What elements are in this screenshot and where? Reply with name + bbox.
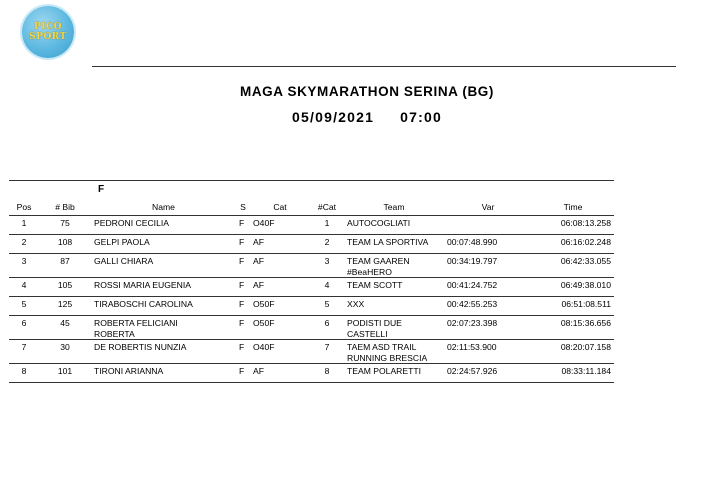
cell-bib: 125 (39, 297, 91, 316)
header-divider (92, 66, 676, 67)
cell-name: GALLI CHIARA (91, 254, 236, 278)
cell-var: 02:24:57.926 (444, 364, 532, 383)
cell-ncat: 4 (310, 278, 344, 297)
team-line2: #BeaHERO (347, 266, 392, 277)
cell-name: TIRABOSCHI CAROLINA (91, 297, 236, 316)
name-line2: ROBERTA (94, 328, 135, 339)
cell-ncat: 1 (310, 216, 344, 235)
event-start-time: 07:00 (400, 109, 442, 125)
logo-text-line2: SPORT (29, 32, 67, 42)
cell-var: 00:07:48.990 (444, 235, 532, 254)
cell-bib: 105 (39, 278, 91, 297)
header-sex: S (236, 198, 250, 216)
cell-sex: F (236, 297, 250, 316)
table-row (9, 278, 614, 297)
header-ncat: #Cat (310, 198, 344, 216)
cell-team: TEAM SCOTT (344, 278, 444, 297)
cell-pos: 3 (9, 254, 39, 278)
name-line1: ROBERTA FELICIANI (94, 318, 178, 328)
cell-sex: F (236, 340, 250, 364)
team-line1: PODISTI DUE (347, 318, 402, 328)
cell-sex: F (236, 364, 250, 383)
cell-cat: O40F (250, 216, 310, 235)
cell-pos: 4 (9, 278, 39, 297)
cell-bib: 101 (39, 364, 91, 383)
cell-pos: 6 (9, 316, 39, 340)
cell-team: XXX (344, 297, 444, 316)
cell-sex: F (236, 216, 250, 235)
cell-var: 00:34:19.797 (444, 254, 532, 278)
cell-team: TEAM POLARETTI (344, 364, 444, 383)
table-row (9, 340, 614, 364)
table-row (9, 364, 614, 383)
header-var: Var (444, 198, 532, 216)
cell-pos: 5 (9, 297, 39, 316)
cell-name (91, 316, 236, 340)
cell-time: 06:42:33.055 (532, 254, 614, 278)
header-bib: # Bib (39, 198, 91, 216)
cell-var: 00:42:55.253 (444, 297, 532, 316)
event-date-time (5, 109, 724, 125)
cell-sex: F (236, 316, 250, 340)
event-title: MAGA SKYMARATHON SERINA (BG) (239, 84, 495, 99)
cell-name: DE ROBERTIS NUNZIA (91, 340, 236, 364)
table-row (9, 254, 614, 278)
cell-sex: F (236, 235, 250, 254)
cell-ncat: 7 (310, 340, 344, 364)
cell-cat: AF (250, 254, 310, 278)
cell-sex: F (236, 278, 250, 297)
cell-team: AUTOCOGLIATI (344, 216, 444, 235)
header-name: Name (91, 198, 236, 216)
header-team: Team (344, 198, 444, 216)
cell-pos: 8 (9, 364, 39, 383)
cell-team (344, 340, 444, 364)
cell-cat: AF (250, 235, 310, 254)
table-row (9, 235, 614, 254)
cell-cat: O50F (250, 297, 310, 316)
cell-bib: 45 (39, 316, 91, 340)
cell-bib: 108 (39, 235, 91, 254)
table-row (9, 297, 614, 316)
pico-sport-logo (22, 6, 74, 58)
team-line2: RUNNING BRESCIA (347, 352, 428, 363)
cell-name: PEDRONI CECILIA (91, 216, 236, 235)
cell-time: 08:33:11.184 (532, 364, 614, 383)
cell-time: 08:15:36.656 (532, 316, 614, 340)
cell-team: TEAM LA SPORTIVA (344, 235, 444, 254)
event-date: 05/09/2021 (292, 109, 375, 125)
cell-ncat: 3 (310, 254, 344, 278)
cell-cat: AF (250, 364, 310, 383)
cell-name: TIRONI ARIANNA (91, 364, 236, 383)
cell-time: 06:49:38.010 (532, 278, 614, 297)
cell-ncat: 2 (310, 235, 344, 254)
cell-cat: AF (250, 278, 310, 297)
cell-time: 06:16:02.248 (532, 235, 614, 254)
cell-time: 06:51:08.511 (532, 297, 614, 316)
cell-var: 00:41:24.752 (444, 278, 532, 297)
cell-ncat: 6 (310, 316, 344, 340)
group-row (9, 181, 614, 199)
cell-var: 02:07:23.398 (444, 316, 532, 340)
cell-bib: 75 (39, 216, 91, 235)
group-label: F (91, 181, 236, 199)
cell-pos: 2 (9, 235, 39, 254)
cell-team (344, 254, 444, 278)
cell-name: GELPI PAOLA (91, 235, 236, 254)
header-cat: Cat (250, 198, 310, 216)
cell-bib: 87 (39, 254, 91, 278)
team-line1: TEAM GAAREN (347, 256, 410, 266)
header-pos: Pos (9, 198, 39, 216)
cell-pos: 7 (9, 340, 39, 364)
cell-bib: 30 (39, 340, 91, 364)
cell-sex: F (236, 254, 250, 278)
cell-ncat: 5 (310, 297, 344, 316)
column-header-row (9, 198, 614, 216)
cell-var (444, 216, 532, 235)
cell-ncat: 8 (310, 364, 344, 383)
table-row (9, 216, 614, 235)
cell-team (344, 316, 444, 340)
cell-cat: O50F (250, 316, 310, 340)
logo-text-line1: PICO (34, 22, 62, 32)
team-line1: TAEM ASD TRAIL (347, 342, 417, 352)
cell-name: ROSSI MARIA EUGENIA (91, 278, 236, 297)
cell-cat: O40F (250, 340, 310, 364)
results-table (9, 180, 614, 383)
table-row (9, 316, 614, 340)
cell-time: 06:08:13.258 (532, 216, 614, 235)
header-time: Time (532, 198, 614, 216)
team-line2: CASTELLI (347, 328, 388, 339)
cell-time: 08:20:07.158 (532, 340, 614, 364)
cell-var: 02:11:53.900 (444, 340, 532, 364)
cell-pos: 1 (9, 216, 39, 235)
